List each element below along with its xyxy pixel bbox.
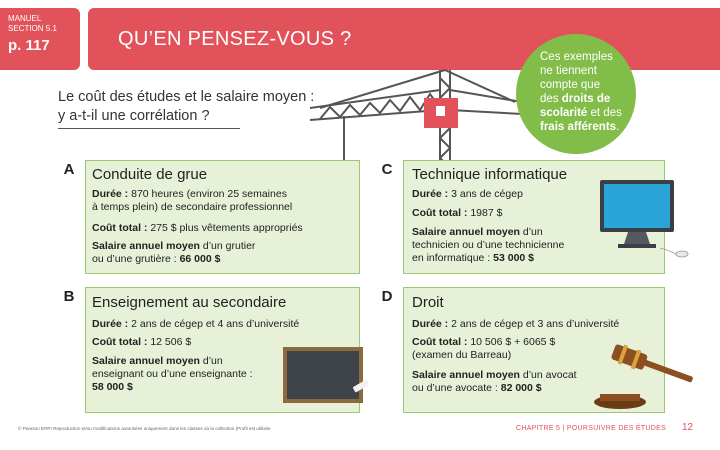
card-letter-b: B [58, 286, 80, 308]
page-title: QU’EN PENSEZ-VOUS ? [118, 28, 352, 50]
card-c-salaire: Salaire annuel moyen d’un technicien ou d’une technicienne en informatique : 53 000 $ [412, 226, 565, 264]
card-b-cout: Coût total : 12 506 $ [92, 336, 192, 348]
card-b-duree: Durée : 2 ans de cégep et 4 ans d’université [92, 318, 300, 330]
computer-monitor-icon [598, 178, 692, 260]
copyright-notice: © Pearson ERPI Reproduction et/ou modifications autorisées uniquement dans les classes où la collection (Profil est utilisée [18, 426, 271, 431]
card-a-salaire: Salaire annuel moyen d’un grutier ou d’une grutière : 66 000 $ [92, 240, 256, 265]
question-underline [58, 128, 240, 129]
card-d-title: Droit [412, 294, 444, 311]
question-line-2: y a-t-il une corrélation ? [58, 108, 210, 124]
chalkboard-icon [283, 347, 375, 409]
card-c-duree: Durée : 3 ans de cégep [412, 188, 523, 200]
page-reference: p. 117 [8, 37, 50, 54]
card-letter-a: A [58, 159, 80, 181]
question [58, 88, 314, 126]
card-b-title: Enseignement au secondaire [92, 294, 287, 311]
manual-section-label: MANUEL SECTION 5.1 [8, 14, 57, 33]
chapter-label: CHAPITRE 5 | POURSUIVRE DES ÉTUDES [516, 425, 667, 432]
card-d-salaire: Salaire annuel moyen d’un avocat ou d’une avocate : 82 000 $ [412, 369, 577, 394]
card-letter-d: D [376, 286, 398, 308]
card-a-duree: Durée : 870 heures (environ 25 semaines à temps plein) de secondaire professionnel [92, 188, 293, 213]
card-a-title: Conduite de grue [92, 166, 208, 183]
page-number: 12 [682, 422, 694, 433]
card-letter-c: C [376, 159, 398, 181]
gavel-icon [590, 340, 694, 412]
card-d-cout: Coût total : 10 506 $ + 6065 $ (examen du Barreau) [412, 336, 556, 361]
card-c-cout: Coût total : 1987 $ [412, 207, 503, 219]
card-b-salaire: Salaire annuel moyen d’un enseignant ou d’une enseignante : 58 000 $ [92, 355, 253, 393]
card-a-cout: Coût total : 275 $ plus vêtements appropriés [92, 222, 303, 234]
card-d-duree: Durée : 2 ans de cégep et 3 ans d’université [412, 318, 620, 330]
note-text: Ces exemples ne tiennent compte que des droits de scolarité et des frais afférents. [540, 51, 622, 133]
card-c-title: Technique informatique [412, 166, 568, 183]
question-line-1: Le coût des études et le salaire moyen : [58, 89, 315, 105]
